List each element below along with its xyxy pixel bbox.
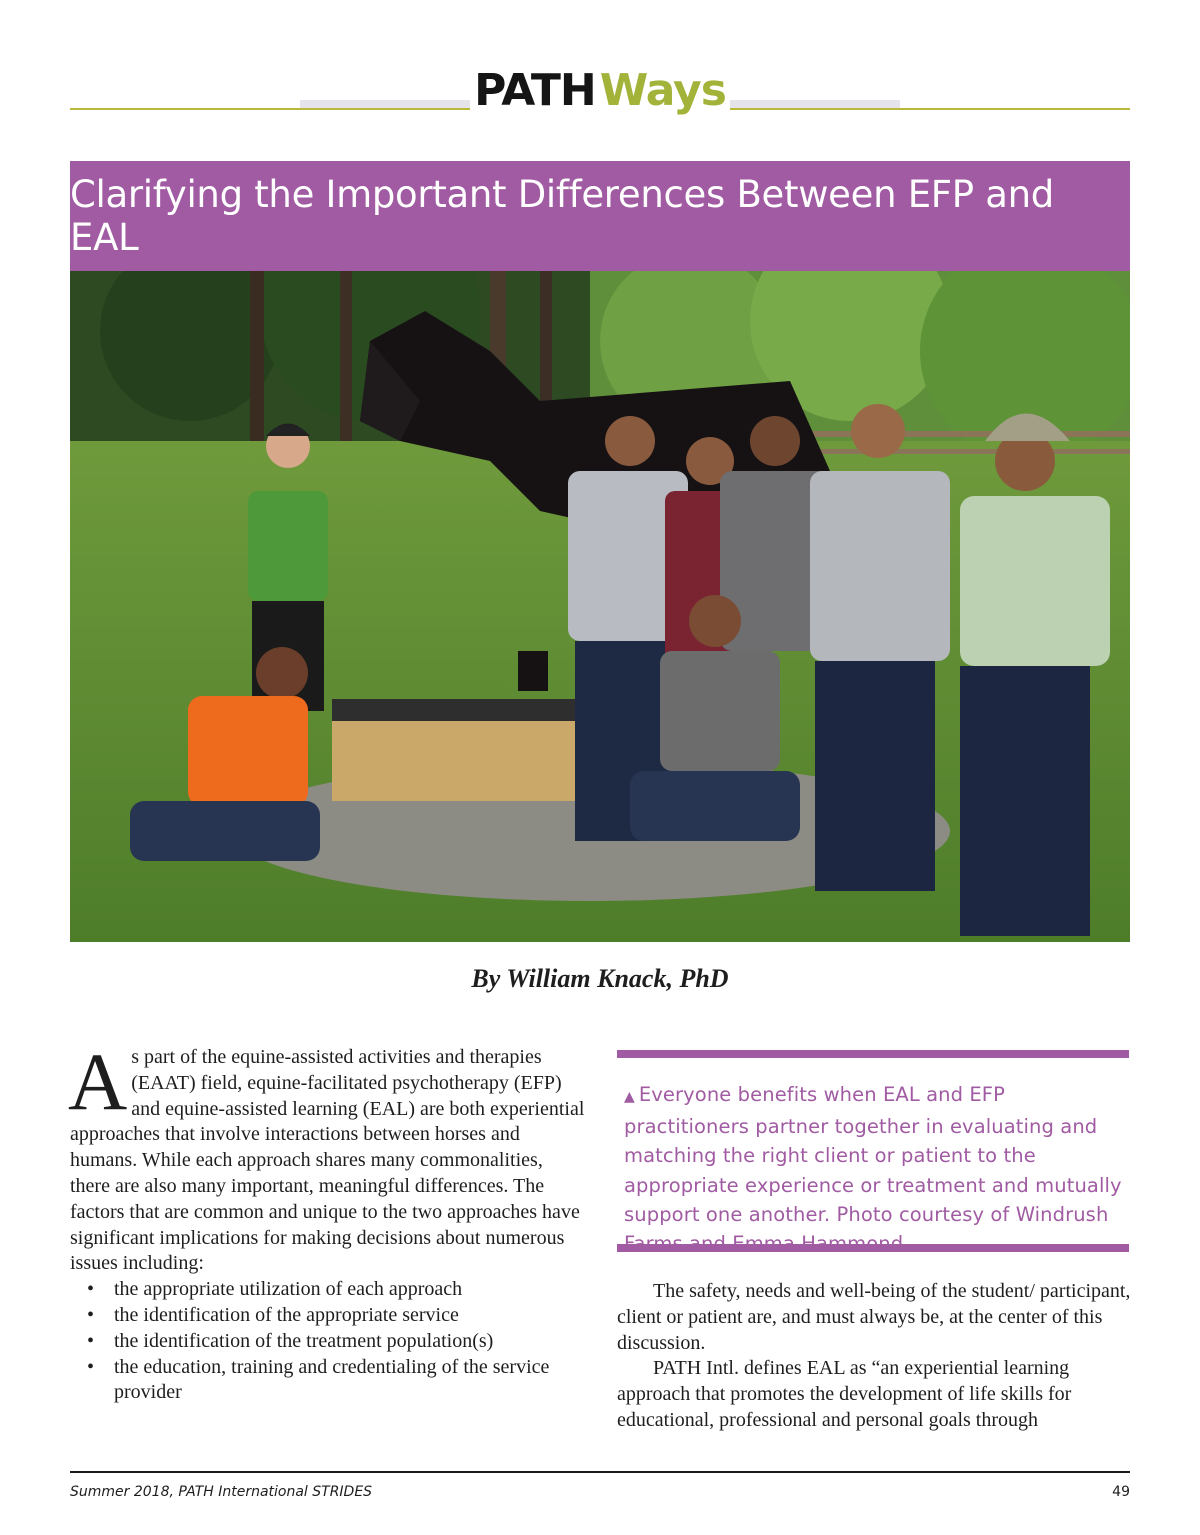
caption-text: Everyone benefits when EAL and EFP practitioners partner together in evaluating and matching the right client or patient to the appropriate experience or treatment and mutually support one another. Photo courtesy of Windrush: [624, 1083, 1122, 1226]
footer-rule: [70, 1471, 1130, 1473]
article-photo: [70, 271, 1130, 942]
intro-text: s part of the equine-assisted activities and therapies (EAAT) field, equine-facilitated psychotherapy (EFP) and equine-assisted learning (EAL) are both experiential approaches that involve interactions between horses and humans. While each approach shares many commonalities, there are also many important, meaningful differences. The factors that are common and unique to the two approaches have significant implications for making decisions about numerous issues including:: [70, 1046, 585, 1275]
page-number: 49: [1112, 1484, 1130, 1500]
bullet-list: [70, 1277, 585, 1406]
article-title-band: [70, 161, 1130, 271]
intro-paragraph: [68, 1036, 585, 1277]
left-column: [68, 1036, 585, 1406]
body-paragraph: PATH Intl. defines EAL as “an experiential learning approach that promotes the development of life skills for educational, professional and personal goals through: [617, 1357, 1072, 1431]
article-title: Clarifying the Important Differences Between EFP and EAL: [70, 173, 1054, 259]
caption-rule-bottom: [617, 1244, 1129, 1252]
right-column: [617, 1279, 1132, 1434]
list-item: • the identification of the treatment population(s): [114, 1329, 585, 1355]
masthead-ways: Ways: [599, 65, 726, 116]
photo-caption: [624, 1080, 1129, 1258]
body-paragraph: The safety, needs and well-being of the student/ participant, client or patient are, and must always be, at the center of this discussion.: [617, 1280, 1131, 1354]
photo-illustration: [70, 271, 1130, 942]
byline: By William Knack, PhD: [471, 964, 729, 993]
list-item: • the education, training and credentialing of the service provider: [114, 1355, 585, 1407]
drop-cap: A: [68, 1036, 128, 1127]
triangle-up-icon: ▲: [624, 1089, 635, 1105]
list-item: • the appropriate utilization of each approach: [114, 1277, 585, 1303]
footer-publication: Summer 2018, PATH International STRIDES: [70, 1484, 373, 1500]
list-item: • the identification of the appropriate service: [114, 1303, 585, 1329]
masthead: [0, 66, 1200, 116]
caption-rule-top: [617, 1050, 1129, 1058]
masthead-path: PATH: [474, 65, 596, 116]
